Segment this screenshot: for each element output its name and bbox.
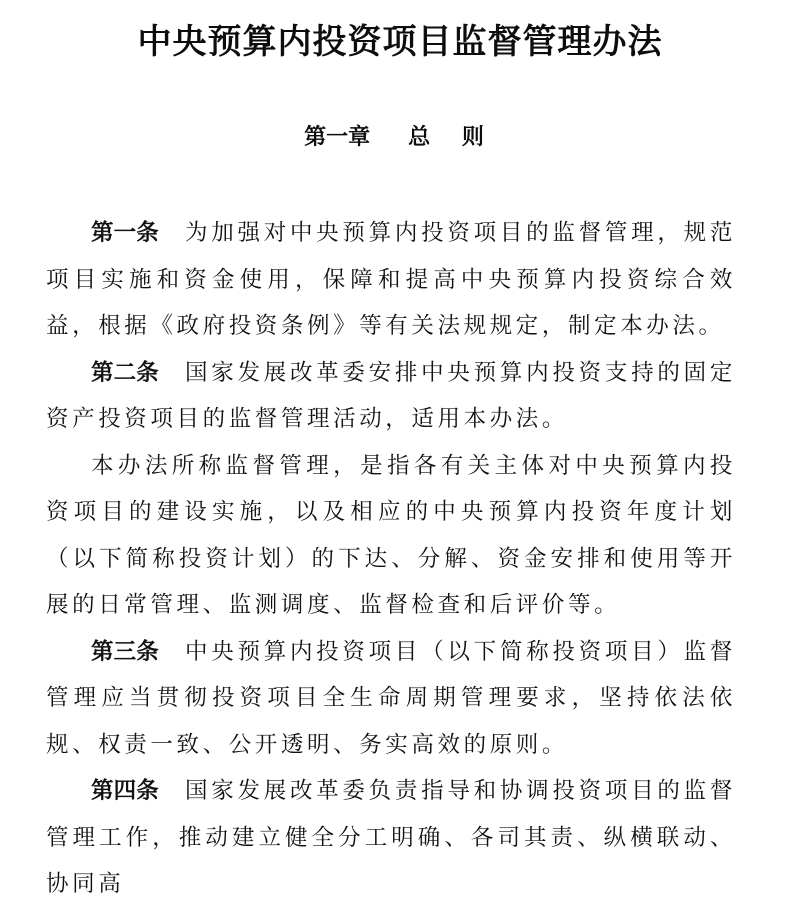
article-text: 国家发展改革委安排中央预算内投资支持的固定资产投资项目的监督管理活动，适用本办法。 <box>46 359 736 432</box>
document-body <box>46 210 736 908</box>
article-label: 第四条 <box>91 778 159 804</box>
chapter-name: 总 则 <box>408 125 496 150</box>
article-label: 第一条 <box>91 220 159 246</box>
article-1 <box>46 210 736 350</box>
article-4 <box>46 768 736 908</box>
article-2 <box>46 350 736 443</box>
chapter-number: 第一章 <box>304 125 371 150</box>
article-text: 中央预算内投资项目（以下简称投资项目）监督管理应当贯彻投资项目全生命周期管理要求，坚持依法依规、权责一致、公开透明、务实高效的原则。 <box>46 638 736 758</box>
chapter-heading <box>0 118 800 158</box>
article-label: 第二条 <box>91 359 159 386</box>
article-text: 本办法所称监督管理，是指各有关主体对中央预算内投资项目的建设实施，以及相应的中央预算内投资年度计划（以下简称投资计划）的下达、分解、资金安排和使用等开展的日常管理、监测调度、监督检查和后评价等。 <box>46 452 736 618</box>
article-text: 国家发展改革委负责指导和协调投资项目的监督管理工作，推动建立健全分工明确、各司其责、纵横联动、协同高 <box>46 778 736 897</box>
article-text: 为加强对中央预算内投资项目的监督管理，规范项目实施和资金使用，保障和提高中央预算内投资综合效益，根据《政府投资条例》等有关法规规定，制定本办法。 <box>46 220 736 339</box>
article-2-paragraph-2 <box>46 443 736 629</box>
article-3 <box>46 629 736 769</box>
article-label: 第三条 <box>91 638 159 665</box>
document-title: 中央预算内投资项目监督管理办法 <box>137 22 663 62</box>
